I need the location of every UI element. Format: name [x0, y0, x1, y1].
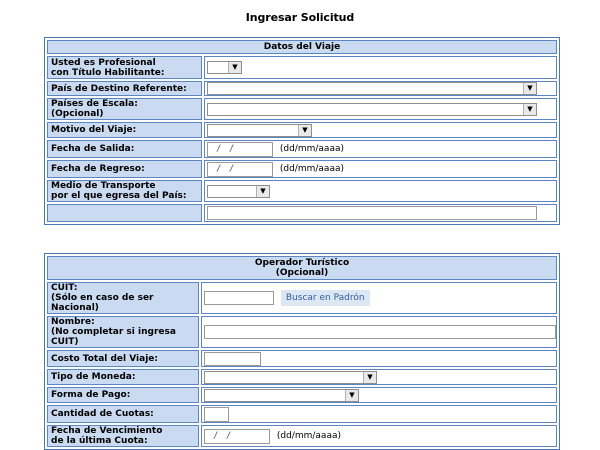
cuit-input[interactable]: [204, 291, 274, 305]
fecha-salida-hint: (dd/mm/aaaa): [279, 144, 344, 154]
label-moneda: Tipo de Moneda:: [47, 369, 199, 385]
label-motivo: Motivo del Viaje:: [47, 122, 202, 138]
motivo-select[interactable]: [207, 124, 312, 137]
vencimiento-input[interactable]: / /: [204, 429, 270, 444]
datos-viaje-table: [44, 37, 560, 225]
costo-input[interactable]: [204, 352, 261, 366]
chevron-down-icon[interactable]: ▼: [228, 62, 241, 73]
label-profesional: Usted es Profesional con Título Habilitante:: [47, 56, 202, 79]
medio-transporte-detail-input[interactable]: [207, 206, 537, 220]
pais-destino-select[interactable]: [207, 82, 537, 95]
fecha-regreso-hint: (dd/mm/aaaa): [279, 164, 344, 174]
chevron-down-icon[interactable]: ▼: [256, 186, 269, 197]
moneda-select[interactable]: [204, 371, 377, 384]
label-vencimiento: Fecha de Vencimiento de la última Cuota:: [47, 425, 199, 447]
row-nombre: [47, 316, 557, 348]
row-pais-destino: [47, 81, 557, 96]
row-fecha-salida: [47, 140, 557, 158]
cuotas-input[interactable]: [204, 407, 229, 422]
datos-viaje-header: Datos del Viaje: [47, 40, 557, 54]
fecha-regreso-input[interactable]: / /: [207, 162, 273, 177]
paises-escala-select[interactable]: [207, 103, 537, 116]
profesional-select[interactable]: [207, 61, 242, 74]
row-medio-transporte: [47, 180, 557, 202]
row-medio-transporte-extra: [47, 204, 557, 222]
label-cuit: CUIT: (Sólo en caso de ser Nacional): [47, 282, 199, 314]
page-title: Ingresar Solicitud: [245, 11, 355, 24]
chevron-down-icon[interactable]: ▼: [298, 125, 311, 136]
operador-table: [44, 253, 560, 450]
row-moneda: [47, 369, 557, 385]
label-pais-destino: País de Destino Referente:: [47, 81, 202, 96]
row-costo: [47, 350, 557, 367]
vencimiento-hint: (dd/mm/aaaa): [276, 431, 341, 441]
chevron-down-icon[interactable]: ▼: [523, 83, 536, 94]
operador-header: Operador Turístico (Opcional): [47, 256, 557, 280]
nombre-input[interactable]: [204, 325, 556, 339]
label-forma-pago: Forma de Pago:: [47, 387, 199, 403]
row-cuit: [47, 282, 557, 314]
chevron-down-icon[interactable]: ▼: [523, 104, 536, 115]
row-fecha-regreso: [47, 160, 557, 178]
label-costo: Costo Total del Viaje:: [47, 350, 199, 367]
label-fecha-salida: Fecha de Salida:: [47, 140, 202, 158]
buscar-padron-button[interactable]: Buscar en Padrón: [281, 290, 370, 306]
chevron-down-icon[interactable]: ▼: [345, 390, 358, 401]
label-cuotas: Cantidad de Cuotas:: [47, 405, 199, 423]
row-profesional: [47, 56, 557, 79]
fecha-salida-input[interactable]: / /: [207, 142, 273, 157]
medio-transporte-select[interactable]: [207, 185, 270, 198]
label-medio-transporte: Medio de Transporte por el que egresa del País:: [47, 180, 202, 202]
label-empty: [47, 204, 202, 222]
row-paises-escala: [47, 98, 557, 120]
label-nombre: Nombre: (No completar si ingresa CUIT): [47, 316, 199, 348]
row-cuotas: [47, 405, 557, 423]
row-motivo: [47, 122, 557, 138]
row-forma-pago: [47, 387, 557, 403]
row-vencimiento: [47, 425, 557, 447]
forma-pago-select[interactable]: [204, 389, 359, 402]
chevron-down-icon[interactable]: ▼: [363, 372, 376, 383]
label-paises-escala: Países de Escala: (Opcional): [47, 98, 202, 120]
label-fecha-regreso: Fecha de Regreso:: [47, 160, 202, 178]
